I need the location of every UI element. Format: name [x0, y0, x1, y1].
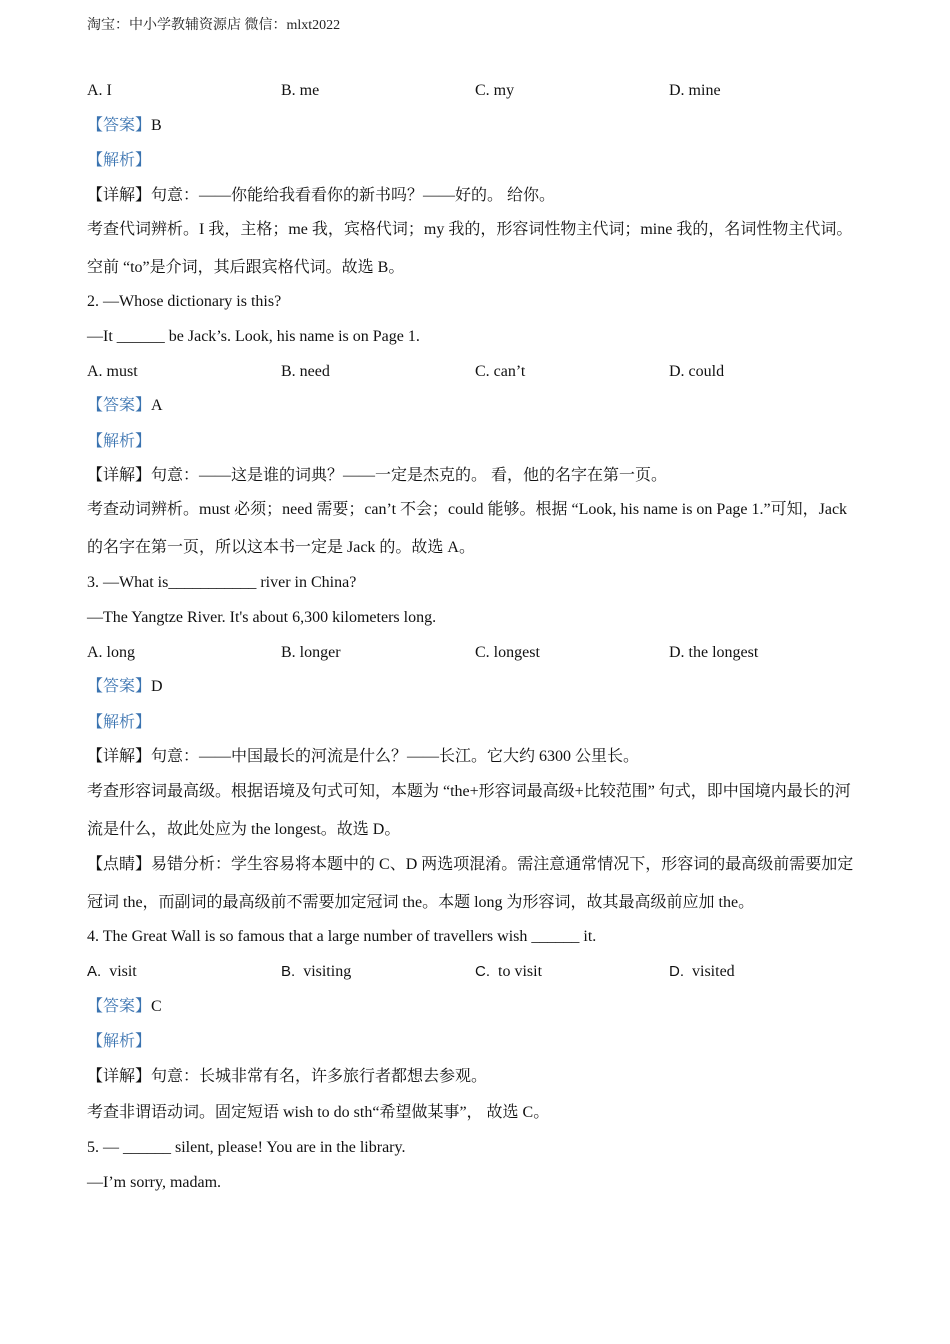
answer-value: B: [151, 117, 162, 134]
answer-value: D: [151, 678, 163, 695]
answer-tag: 【答案】: [87, 678, 152, 695]
explanation: 考查代词辨析。I 我，主格；me 我，宾格代词；my 我的，形容词性物主代词；mine 我的，名词性物主代词。空前 “to”是介词，其后跟宾格代词。故选 B。: [87, 221, 853, 276]
detail-text: 句意：——你能给我看看你的新书吗？——好的。 给你。: [151, 187, 556, 204]
explanation: 考查动词辨析。must 必须；need 需要；can’t 不会；could 能够。根据 “Look, his name is on Page 1.”可知，Jack 的名字在第一页，所以这本书一定是 Jack 的。故选 A。: [87, 501, 848, 556]
detail-text: 句意：长城非常有名，许多旅行者都想去参观。: [151, 1068, 488, 1085]
key-point: [87, 846, 862, 922]
option-c: C. my: [475, 82, 515, 99]
question-stem: 4. The Great Wall is so famous that a large number of travellers wish ______ it.: [87, 928, 597, 945]
option-a: A. must: [87, 363, 138, 380]
option-c: C. can’t: [475, 363, 526, 380]
option-a: [87, 962, 137, 982]
analysis-tag: 【解析】: [87, 1033, 152, 1050]
question-stem: 5. — ______ silent, please! You are in the library.: [87, 1139, 406, 1156]
key-point-text: 易错分析：学生容易将本题中的 C、D 两选项混淆。需注意通常情况下，形容词的最高级前需要加定冠词 the，而副词的最高级前不需要加定冠词 the。本题 long 为形容词，故其最高级前应加 the。: [87, 856, 854, 911]
option-b: B. longer: [281, 644, 341, 661]
answer-value: A: [151, 397, 163, 414]
answer-tag: 【答案】: [87, 397, 152, 414]
detail-line: [87, 747, 639, 767]
option-d: D. the longest: [669, 644, 759, 661]
analysis-tag: 【解析】: [87, 714, 152, 731]
option-text: to visit: [498, 963, 543, 980]
option-c: C. longest: [475, 644, 540, 661]
option-a: A. long: [87, 644, 135, 661]
option-d: D. could: [669, 363, 725, 380]
detail-line: [87, 1067, 487, 1087]
key-point-tag: 【点睛】: [87, 856, 152, 873]
option-b: B. me: [281, 82, 320, 99]
option-letter: A.: [87, 963, 102, 980]
detail-tag: 【详解】: [87, 467, 152, 484]
answer-line: [87, 116, 162, 136]
question-stem: 2. —Whose dictionary is this?: [87, 293, 282, 310]
detail-line: [87, 466, 667, 486]
option-text: visit: [109, 963, 137, 980]
option-letter: C.: [475, 963, 490, 980]
option-a: A. I: [87, 82, 112, 99]
detail-text: 句意：——中国最长的河流是什么？——长江。它大约 6300 公里长。: [151, 748, 640, 765]
answer-line: [87, 997, 162, 1017]
question-stem-2: —I’m sorry, madam.: [87, 1174, 222, 1191]
answer-line: [87, 677, 163, 697]
option-letter: D.: [669, 963, 684, 980]
detail-text: 句意：——这是谁的词典？——一定是杰克的。 看，他的名字在第一页。: [151, 467, 668, 484]
option-b: [281, 962, 351, 982]
detail-tag: 【详解】: [87, 1068, 152, 1085]
answer-tag: 【答案】: [87, 998, 152, 1015]
detail-line: [87, 186, 555, 206]
question-stem: 3. —What is___________ river in China?: [87, 574, 357, 591]
explanation: 考查形容词最高级。根据语境及句式可知，本题为 “the+形容词最高级+比较范围” 句式，即中国境内最长的河流是什么，故此处应为 the longest。故选 D。: [87, 783, 851, 838]
detail-tag: 【详解】: [87, 187, 152, 204]
option-b: B. need: [281, 363, 330, 380]
answer-tag: 【答案】: [87, 117, 152, 134]
question-stem-2: —It ______ be Jack’s. Look, his name is on Page 1.: [87, 328, 420, 345]
analysis-tag: 【解析】: [87, 152, 152, 169]
page-header: 淘宝：中小学教辅资源店 微信：mlxt2022: [87, 18, 341, 33]
option-d: [669, 962, 735, 982]
explanation: 考查非谓语动词。固定短语 wish to do sth“希望做某事”， 故选 C。: [87, 1104, 550, 1121]
option-text: visiting: [303, 963, 352, 980]
question-stem-2: —The Yangtze River. It's about 6,300 kilometers long.: [87, 609, 437, 626]
option-d: D. mine: [669, 82, 721, 99]
analysis-tag: 【解析】: [87, 433, 152, 450]
answer-value: C: [151, 998, 162, 1015]
option-text: visited: [692, 963, 735, 980]
option-letter: B.: [281, 963, 296, 980]
answer-line: [87, 396, 163, 416]
detail-tag: 【详解】: [87, 748, 152, 765]
option-c: [475, 962, 542, 982]
